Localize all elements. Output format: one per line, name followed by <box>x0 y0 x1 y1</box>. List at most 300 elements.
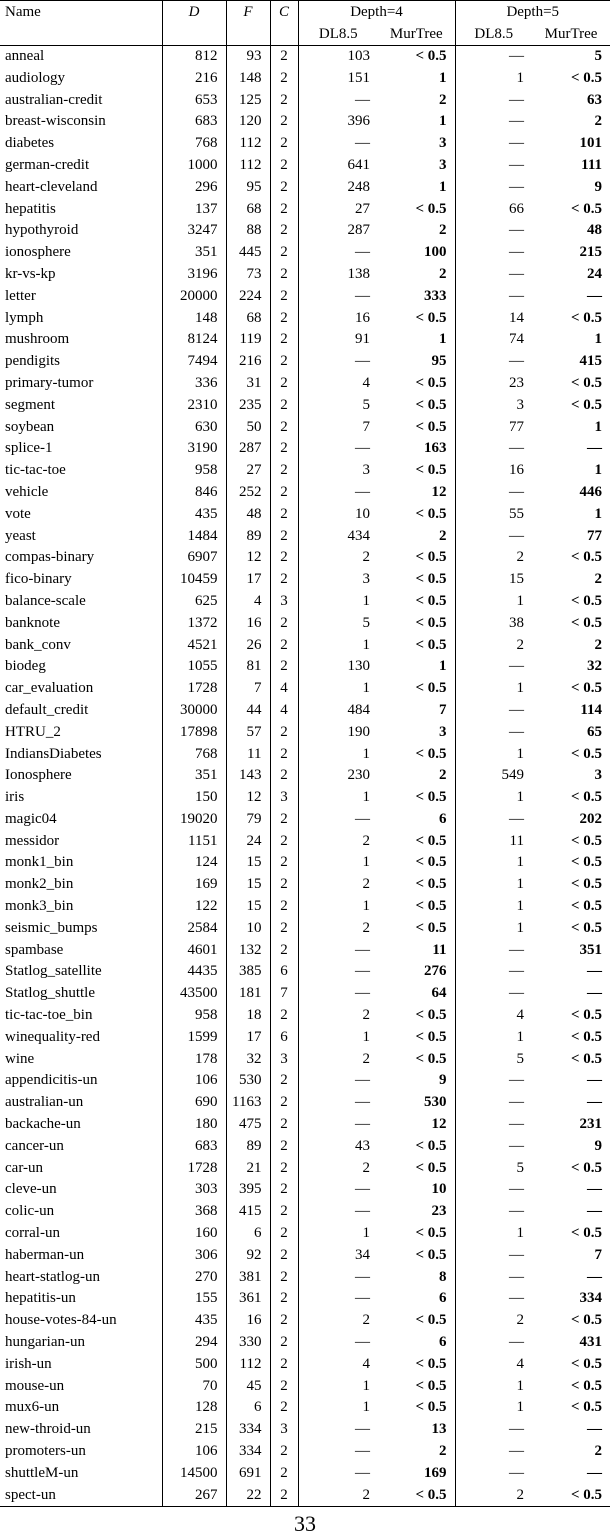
depth5-murtree-runtime: < 0.5 <box>570 832 602 849</box>
features-value: 95 <box>226 177 270 199</box>
depth4-dl85-runtime: 34 <box>355 1246 370 1263</box>
instances-value: 306 <box>162 1245 226 1267</box>
dataset-name: Ionosphere <box>0 765 162 787</box>
classes-value: 2 <box>270 1288 298 1310</box>
depth4-dl85-runtime: 2 <box>362 1159 370 1176</box>
dataset-name: heart-statlog-un <box>0 1267 162 1289</box>
depth4-murtree-runtime: < 0.5 <box>378 1005 455 1027</box>
features-value: 16 <box>226 1310 270 1332</box>
table-row <box>0 482 610 504</box>
dataset-name: pendigits <box>0 351 162 373</box>
classes-value: 2 <box>270 656 298 678</box>
depth4-dl85-runtime: 2 <box>362 832 370 849</box>
instances-value: 683 <box>162 111 226 133</box>
depth5-dl85-runtime: — <box>509 91 524 108</box>
table-row <box>0 940 610 962</box>
table-header <box>0 1 610 46</box>
instances-value: 267 <box>162 1485 226 1507</box>
features-value: 530 <box>226 1070 270 1092</box>
dataset-name: haberman-un <box>0 1245 162 1267</box>
instances-value: 2310 <box>162 395 226 417</box>
instances-value: 3196 <box>162 264 226 286</box>
depth5-murtree-runtime: 215 <box>579 244 602 261</box>
depth5-murtree-runtime: < 0.5 <box>570 69 602 86</box>
instances-value: 1728 <box>162 1158 226 1180</box>
table-row <box>0 1332 610 1354</box>
table-row <box>0 831 610 853</box>
instances-value: 296 <box>162 177 226 199</box>
dataset-name: promoters-un <box>0 1441 162 1463</box>
instances-value: 4601 <box>162 940 226 962</box>
depth4-dl85-runtime: 2 <box>362 919 370 936</box>
depth5-dl85-runtime: — <box>509 1181 524 1198</box>
classes-value: 2 <box>270 199 298 221</box>
depth4-dl85-runtime: 2 <box>362 549 370 566</box>
depth4-murtree-runtime: 10 <box>378 1179 455 1201</box>
dataset-name: wine <box>0 1049 162 1071</box>
depth4-dl85-runtime: 1 <box>362 1225 370 1242</box>
depth5-dl85-runtime: — <box>509 48 524 64</box>
table-row <box>0 460 610 482</box>
depth4-dl85-runtime: 3 <box>362 462 370 479</box>
instances-value: 336 <box>162 373 226 395</box>
classes-value: 2 <box>270 765 298 787</box>
depth5-murtree-runtime: 114 <box>580 701 602 718</box>
depth5-dl85-runtime: 66 <box>509 200 524 217</box>
classes-value: 2 <box>270 569 298 591</box>
classes-value: 2 <box>270 220 298 242</box>
depth4-dl85-runtime: — <box>355 1268 370 1285</box>
depth4-dl85-runtime: — <box>355 1181 370 1198</box>
depth5-murtree-runtime: 9 <box>594 1137 602 1154</box>
dataset-name: car-un <box>0 1158 162 1180</box>
table-row <box>0 1092 610 1114</box>
features-value: 17 <box>226 569 270 591</box>
instances-value: 270 <box>162 1267 226 1289</box>
depth5-murtree-runtime: < 0.5 <box>570 898 602 915</box>
dataset-name: iris <box>0 787 162 809</box>
depth4-dl85-runtime: — <box>355 1094 370 1111</box>
classes-value: 2 <box>270 1441 298 1463</box>
depth5-dl85-runtime: 1 <box>516 1399 524 1416</box>
depth4-dl85-runtime: 190 <box>347 723 370 740</box>
depth4-murtree-runtime: 6 <box>378 1288 455 1310</box>
depth5-murtree-runtime: < 0.5 <box>570 374 602 391</box>
depth5-dl85-runtime: 2 <box>516 1312 524 1329</box>
depth4-dl85-runtime: — <box>355 1290 370 1307</box>
instances-value: 1151 <box>162 831 226 853</box>
instances-value: 10459 <box>162 569 226 591</box>
depth4-murtree-runtime: < 0.5 <box>378 1049 455 1071</box>
dataset-name: winequality-red <box>0 1027 162 1049</box>
depth4-murtree-runtime: < 0.5 <box>378 1376 455 1398</box>
depth5-dl85-runtime: 1 <box>516 876 524 893</box>
features-value: 361 <box>226 1288 270 1310</box>
classes-value: 2 <box>270 351 298 373</box>
depth4-murtree-runtime: < 0.5 <box>378 852 455 874</box>
depth5-dl85-runtime: 1 <box>516 1225 524 1242</box>
table-row <box>0 351 610 373</box>
classes-value: 2 <box>270 504 298 526</box>
instances-value: 178 <box>162 1049 226 1071</box>
depth5-dl85-runtime: 2 <box>516 549 524 566</box>
depth4-dl85-runtime: — <box>355 1203 370 1220</box>
classes-value: 2 <box>270 286 298 308</box>
features-value: 112 <box>226 133 270 155</box>
depth4-murtree-runtime: 64 <box>378 983 455 1005</box>
col-group-depth5: Depth=5 <box>506 4 560 20</box>
table-row <box>0 373 610 395</box>
depth4-dl85-runtime: 641 <box>347 156 370 173</box>
depth4-dl85-runtime: — <box>355 1334 370 1351</box>
table-row <box>0 1136 610 1158</box>
dataset-name: tic-tac-toe_bin <box>0 1005 162 1027</box>
table-row <box>0 417 610 439</box>
dataset-name: banknote <box>0 613 162 635</box>
classes-value: 2 <box>270 1310 298 1332</box>
features-value: 334 <box>226 1441 270 1463</box>
depth5-dl85-runtime: 15 <box>509 571 524 588</box>
depth4-murtree-runtime: < 0.5 <box>378 787 455 809</box>
classes-value: 2 <box>270 242 298 264</box>
classes-value: 2 <box>270 1354 298 1376</box>
dataset-name: spect-un <box>0 1485 162 1507</box>
dataset-name: mouse-un <box>0 1376 162 1398</box>
depth4-dl85-runtime: — <box>355 287 370 304</box>
features-value: 93 <box>226 46 270 68</box>
depth4-murtree-runtime: < 0.5 <box>378 199 455 221</box>
depth5-murtree-runtime: < 0.5 <box>570 1028 602 1045</box>
depth5-dl85-runtime: — <box>509 135 524 152</box>
depth4-dl85-runtime: — <box>355 483 370 500</box>
col-header-depth4-dl85: DL8.5 <box>318 26 358 42</box>
depth5-murtree-runtime: 65 <box>587 723 602 740</box>
classes-value: 2 <box>270 1070 298 1092</box>
depth4-dl85-runtime: — <box>355 1116 370 1133</box>
depth5-murtree-runtime: 48 <box>587 222 602 239</box>
instances-value: 137 <box>162 199 226 221</box>
classes-value: 2 <box>270 635 298 657</box>
depth4-dl85-runtime: — <box>355 91 370 108</box>
depth4-dl85-runtime: 5 <box>362 614 370 631</box>
classes-value: 2 <box>270 46 298 68</box>
depth5-dl85-runtime: — <box>509 1464 524 1481</box>
classes-value: 2 <box>270 896 298 918</box>
table-row <box>0 744 610 766</box>
classes-value: 2 <box>270 111 298 133</box>
depth4-murtree-runtime: < 0.5 <box>378 460 455 482</box>
depth4-murtree-runtime: 12 <box>378 1114 455 1136</box>
col-header-depth5-dl85: DL8.5 <box>474 26 514 42</box>
features-value: 45 <box>226 1376 270 1398</box>
depth5-murtree-runtime: < 0.5 <box>570 614 602 631</box>
dataset-name: cleve-un <box>0 1179 162 1201</box>
col-header-features: F <box>226 1 270 46</box>
table-row <box>0 635 610 657</box>
depth4-dl85-runtime: — <box>355 963 370 980</box>
table-row <box>0 1158 610 1180</box>
classes-value: 2 <box>270 417 298 439</box>
instances-value: 500 <box>162 1354 226 1376</box>
depth4-murtree-runtime: 100 <box>378 242 455 264</box>
table-row <box>0 591 610 613</box>
table-row <box>0 1005 610 1027</box>
depth4-murtree-runtime: 3 <box>378 722 455 744</box>
table-row <box>0 1070 610 1092</box>
table-row <box>0 700 610 722</box>
depth4-murtree-runtime: < 0.5 <box>378 635 455 657</box>
instances-value: 106 <box>162 1070 226 1092</box>
depth5-dl85-runtime: — <box>509 810 524 827</box>
depth4-murtree-runtime: < 0.5 <box>378 831 455 853</box>
depth4-murtree-runtime: < 0.5 <box>378 874 455 896</box>
depth5-murtree-runtime: < 0.5 <box>570 1007 602 1024</box>
features-value: 22 <box>226 1485 270 1507</box>
features-value: 334 <box>226 1419 270 1441</box>
depth5-dl85-runtime: 1 <box>516 854 524 871</box>
features-value: 15 <box>226 896 270 918</box>
depth4-dl85-runtime: 138 <box>347 265 370 282</box>
instances-value: 1728 <box>162 678 226 700</box>
depth4-murtree-runtime: < 0.5 <box>378 1027 455 1049</box>
features-value: 381 <box>226 1267 270 1289</box>
dataset-name: colic-un <box>0 1201 162 1223</box>
classes-value: 2 <box>270 831 298 853</box>
instances-value: 351 <box>162 765 226 787</box>
dataset-name: monk1_bin <box>0 852 162 874</box>
instances-value: 2584 <box>162 918 226 940</box>
depth4-murtree-runtime: < 0.5 <box>378 1485 455 1507</box>
depth5-murtree-runtime: — <box>587 1464 602 1481</box>
depth5-murtree-runtime: < 0.5 <box>570 1355 602 1372</box>
depth5-murtree-runtime: — <box>587 1268 602 1285</box>
classes-value: 6 <box>270 1027 298 1049</box>
col-header-instances: D <box>162 1 226 46</box>
depth5-dl85-runtime: 55 <box>509 505 524 522</box>
instances-value: 768 <box>162 133 226 155</box>
depth4-dl85-runtime: 248 <box>347 178 370 195</box>
depth4-dl85-runtime: 43 <box>355 1137 370 1154</box>
depth4-murtree-runtime: < 0.5 <box>378 896 455 918</box>
depth4-dl85-runtime: 103 <box>347 48 370 64</box>
depth4-dl85-runtime: 1 <box>362 898 370 915</box>
dataset-name: mux6-un <box>0 1397 162 1419</box>
dataset-name: balance-scale <box>0 591 162 613</box>
depth5-murtree-runtime: — <box>587 1072 602 1089</box>
table-row <box>0 264 610 286</box>
depth5-murtree-runtime: 446 <box>579 483 602 500</box>
depth4-murtree-runtime: 1 <box>378 656 455 678</box>
instances-value: 812 <box>162 46 226 68</box>
depth4-murtree-runtime: < 0.5 <box>378 1354 455 1376</box>
depth5-murtree-runtime: 32 <box>587 658 602 675</box>
instances-value: 294 <box>162 1332 226 1354</box>
features-value: 119 <box>226 329 270 351</box>
classes-value: 2 <box>270 133 298 155</box>
table-row <box>0 547 610 569</box>
depth5-dl85-runtime: 1 <box>516 69 524 86</box>
features-value: 12 <box>226 547 270 569</box>
depth4-dl85-runtime: — <box>355 1464 370 1481</box>
depth5-murtree-runtime: 202 <box>579 810 602 827</box>
table-row <box>0 46 610 68</box>
depth5-dl85-runtime: — <box>509 1116 524 1133</box>
depth4-dl85-runtime: 7 <box>362 418 370 435</box>
depth5-murtree-runtime: < 0.5 <box>570 919 602 936</box>
col-header-depth5-murtree: MurTree <box>544 26 598 42</box>
depth5-murtree-runtime: — <box>587 1181 602 1198</box>
classes-value: 2 <box>270 852 298 874</box>
depth5-murtree-runtime: 5 <box>594 48 602 64</box>
instances-value: 216 <box>162 68 226 90</box>
instances-value: 435 <box>162 504 226 526</box>
depth5-murtree-runtime: 24 <box>587 265 602 282</box>
features-value: 81 <box>226 656 270 678</box>
classes-value: 2 <box>270 526 298 548</box>
features-value: 73 <box>226 264 270 286</box>
features-value: 287 <box>226 438 270 460</box>
dataset-name: heart-cleveland <box>0 177 162 199</box>
depth5-dl85-runtime: 1 <box>516 745 524 762</box>
features-value: 330 <box>226 1332 270 1354</box>
depth5-dl85-runtime: — <box>509 440 524 457</box>
depth4-dl85-runtime: 2 <box>362 1486 370 1503</box>
col-header-name: Name <box>0 1 162 46</box>
dataset-name: ionosphere <box>0 242 162 264</box>
classes-value: 2 <box>270 482 298 504</box>
dataset-name: fico-binary <box>0 569 162 591</box>
classes-value: 2 <box>270 874 298 896</box>
depth4-murtree-runtime: 1 <box>378 68 455 90</box>
depth5-murtree-runtime: < 0.5 <box>570 1312 602 1329</box>
depth4-dl85-runtime: — <box>355 941 370 958</box>
classes-value: 2 <box>270 1136 298 1158</box>
depth5-dl85-runtime: — <box>509 265 524 282</box>
depth5-murtree-runtime: < 0.5 <box>570 1399 602 1416</box>
depth5-murtree-runtime: — <box>587 287 602 304</box>
dataset-name: soybean <box>0 417 162 439</box>
dataset-name: house-votes-84-un <box>0 1310 162 1332</box>
features-value: 50 <box>226 417 270 439</box>
depth4-murtree-runtime: 2 <box>378 264 455 286</box>
depth4-dl85-runtime: 2 <box>362 1312 370 1329</box>
depth5-dl85-runtime: — <box>509 1137 524 1154</box>
depth4-murtree-runtime: < 0.5 <box>378 591 455 613</box>
table-row <box>0 329 610 351</box>
table-row <box>0 918 610 940</box>
classes-value: 2 <box>270 547 298 569</box>
col-header-classes: C <box>270 1 298 46</box>
depth5-dl85-runtime: 4 <box>516 1355 524 1372</box>
table-row <box>0 308 610 330</box>
depth5-murtree-runtime: 231 <box>579 1116 602 1133</box>
features-value: 21 <box>226 1158 270 1180</box>
depth4-murtree-runtime: 3 <box>378 133 455 155</box>
depth5-dl85-runtime: 74 <box>509 331 524 348</box>
depth5-dl85-runtime: 1 <box>516 680 524 697</box>
features-value: 15 <box>226 852 270 874</box>
instances-value: 14500 <box>162 1463 226 1485</box>
depth4-murtree-runtime: 1 <box>378 111 455 133</box>
table-row <box>0 1223 610 1245</box>
depth5-dl85-runtime: 16 <box>509 462 524 479</box>
features-value: 445 <box>226 242 270 264</box>
features-value: 31 <box>226 373 270 395</box>
depth4-dl85-runtime: 230 <box>347 767 370 784</box>
dataset-name: hungarian-un <box>0 1332 162 1354</box>
table-row <box>0 896 610 918</box>
dataset-name: segment <box>0 395 162 417</box>
depth5-murtree-runtime: 101 <box>579 135 602 152</box>
depth5-murtree-runtime: < 0.5 <box>570 549 602 566</box>
table-row <box>0 656 610 678</box>
depth4-murtree-runtime: < 0.5 <box>378 373 455 395</box>
dataset-name: default_credit <box>0 700 162 722</box>
depth4-dl85-runtime: — <box>355 1443 370 1459</box>
depth4-dl85-runtime: 1 <box>362 789 370 806</box>
depth4-murtree-runtime: 13 <box>378 1419 455 1441</box>
features-value: 11 <box>226 744 270 766</box>
classes-value: 2 <box>270 308 298 330</box>
table-row <box>0 1288 610 1310</box>
dataset-name: cancer-un <box>0 1136 162 1158</box>
depth5-murtree-runtime: 3 <box>594 767 602 784</box>
depth5-dl85-runtime: — <box>509 178 524 195</box>
depth5-murtree-runtime: — <box>587 985 602 1002</box>
features-value: 17 <box>226 1027 270 1049</box>
depth5-dl85-runtime: — <box>509 1290 524 1307</box>
depth4-dl85-runtime: 2 <box>362 876 370 893</box>
instances-value: 17898 <box>162 722 226 744</box>
depth5-murtree-runtime: < 0.5 <box>570 200 602 217</box>
depth5-dl85-runtime: — <box>509 963 524 980</box>
table-row <box>0 1114 610 1136</box>
classes-value: 2 <box>270 1201 298 1223</box>
depth5-murtree-runtime: 1 <box>594 418 602 435</box>
depth4-murtree-runtime: 2 <box>378 1441 455 1463</box>
depth5-murtree-runtime: < 0.5 <box>570 309 602 326</box>
depth5-murtree-runtime: 415 <box>579 353 602 370</box>
depth4-dl85-runtime: 16 <box>355 309 370 326</box>
classes-value: 2 <box>270 1158 298 1180</box>
table-row <box>0 1179 610 1201</box>
table-row <box>0 438 610 460</box>
depth4-murtree-runtime: < 0.5 <box>378 613 455 635</box>
instances-value: 7494 <box>162 351 226 373</box>
table-row <box>0 90 610 112</box>
features-value: 27 <box>226 460 270 482</box>
table-row <box>0 1376 610 1398</box>
dataset-name: magic04 <box>0 809 162 831</box>
instances-value: 155 <box>162 1288 226 1310</box>
col-group-depth4: Depth=4 <box>298 1 455 24</box>
features-value: 68 <box>226 308 270 330</box>
table-row <box>0 787 610 809</box>
depth4-murtree-runtime: 1 <box>378 329 455 351</box>
instances-value: 43500 <box>162 983 226 1005</box>
depth5-dl85-runtime: — <box>509 156 524 173</box>
depth5-dl85-runtime: — <box>509 1268 524 1285</box>
depth5-dl85-runtime: 1 <box>516 592 524 609</box>
dataset-name: irish-un <box>0 1354 162 1376</box>
dataset-name: yeast <box>0 526 162 548</box>
depth4-murtree-runtime: < 0.5 <box>378 1136 455 1158</box>
depth5-dl85-runtime: 1 <box>516 1377 524 1394</box>
page-number: 33 <box>294 1511 316 1536</box>
depth4-murtree-runtime: < 0.5 <box>378 678 455 700</box>
depth5-murtree-runtime: < 0.5 <box>570 876 602 893</box>
depth4-dl85-runtime: 151 <box>347 69 370 86</box>
